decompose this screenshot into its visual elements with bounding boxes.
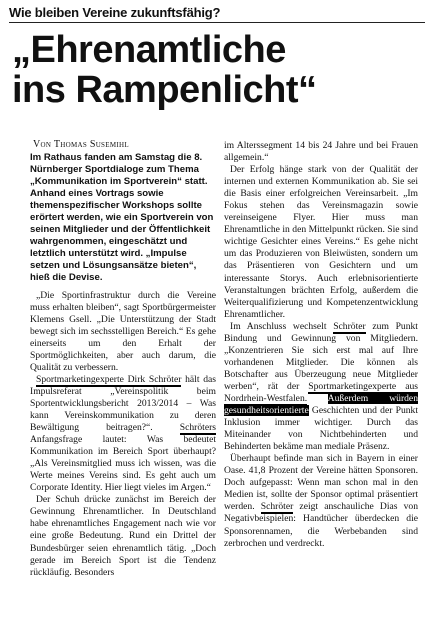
article-lead: Im Rathaus fanden am Samstag die 8. Nürnberger Sportdialoge zum Thema „Kommunikation im Sportverein“ statt. Anhand eines Vortrags sowie themenspezifischer Workshops sollte erörtert werden, wie ein Sportverein von seinen Mitglieder und der Öffentlichkeit wahrgenommen, eingeschätzt und letztlich unterstützt wird. „Impulse setzen und Lösungsansätze bieten“, hieß die Devise. (30, 152, 214, 284)
paragraph: Der Schuh drücke zunächst im Bereich der Gewinnung Ehrenamtlicher. In Deutschland habe ehrenamtliches Engagement nach wie vor eine große Bedeutung. Rund ein Drittel der Bundesbürger seien ehrenamtlich tätig. „Doch gerade im Bereich Sport ist die Tendenz rückläufig. Besonders (30, 494, 216, 578)
paragraph: Der Erfolg hänge stark von der Qualität der internen und externen Kommunikation ab. Sie sei die Basis einer erfolgreichen Vereinsarbeit. „Im Fokus stehen das Vereinsmagazin sowie vereinseigene Flyer. Hier muss man Ehrenamtliche in den Mittelpunkt rücken. Sie sind wichtige Gesichter eines Vereins.“ Es gehe nicht um das Produzieren von Bleiwüsten, sondern um das Präsentieren von Gesichtern und um interessante Storys. Auch erlebnisorientierte Veranstaltungen brächten Erfolg, außerdem die Weiterqualifizierung und Kompetenzentwicklung Ehrenamtlicher. (224, 164, 418, 320)
byline: Von Thomas Susemihl (33, 139, 129, 150)
paragraph: Überhaupt befinde man sich in Bayern in einer Oase. 41,8 Prozent der Vereine hätten Sponsoren. Doch aufgepasst: Wenn man schon mal in den Medien ist, sollte der Sponsor optimal präsentiert werden. Schröter zeigt anschauliche Dias von Negativbeispielen: Handtücher überdecken die Sponsorennamen, die Werbebanden sind zerbrochen und verdreckt. (224, 453, 419, 549)
headline (12, 30, 432, 110)
highlight: Schröters (179, 422, 216, 434)
paragraph: Sportmarketingexperte Dirk Schröter hält das Impulsreferat „Vereinspolitik beim Sportentwicklungsbericht 2013/2014 – Was kann Vereinskommunikation zu deren Bewältigung beitragen?“. Schröters Anfangsfrage lautet: Was bedeutet Kommunikation im Bereich Sport überhaupt? „Als Vereinsmitglied muss ich wissen, was die Werte meines Vereins sind. Es geht auch um Corporate Identity. Hier liegt vieles im Argen.“ (30, 373, 216, 494)
highlight: Schröter (333, 320, 366, 332)
headline-line-2: ins Rampenlicht“ (12, 69, 317, 111)
paragraph: „Die Sportinfrastruktur durch die Vereine muss erhalten bleiben“, sagt Sportbürgermeister Klemens Gsell. „Die Unterstützung der Stadt bewegt sich im sechsstelligen Bereich.“ Es gehe einerseits um den Erhalt der Sportmöglichkeiten, aber auch darum, die Qualität zu verbessern. (30, 289, 216, 373)
kicker: Wie bleiben Vereine zukunftsfähig? (9, 5, 221, 20)
paragraph: Im Anschluss wechselt Schröter zum Punkt Bindung und Gewinnung von Mitgliedern. „Konzentrieren Sie sich erst mal auf Ihre vorhandenen Mitglieder. Die können als Botschafter aus Überzeugung neue Mitglieder werben“, rät der Sportmarketingexperte aus Nordrhein-Westfalen. Außerdem würden gesundheitsorientierte Geschichten und der Punkt Inklusion immer wichtiger. Durch das Miteinander von Nichtbehinderten und Behinderten bekäme man mediale Präsenz. (224, 320, 418, 453)
article-column-left (30, 152, 216, 579)
article-column-right (224, 140, 418, 550)
highlight: Sportmarketingexperte aus Nordrhein-Westfalen. (224, 380, 418, 404)
headline-line-1: „Ehrenamtliche (12, 29, 286, 71)
paragraph: im Alterssegment 14 bis 24 Jahre und bei Frauen allgemein.“ (224, 140, 418, 164)
highlight: Schröter (260, 501, 294, 513)
kicker-rule (9, 22, 425, 23)
highlight: Außerdem würden gesundheitsorientierte (224, 392, 418, 417)
highlight: Sportmarketingexperte Dirk Schröter (36, 373, 182, 385)
